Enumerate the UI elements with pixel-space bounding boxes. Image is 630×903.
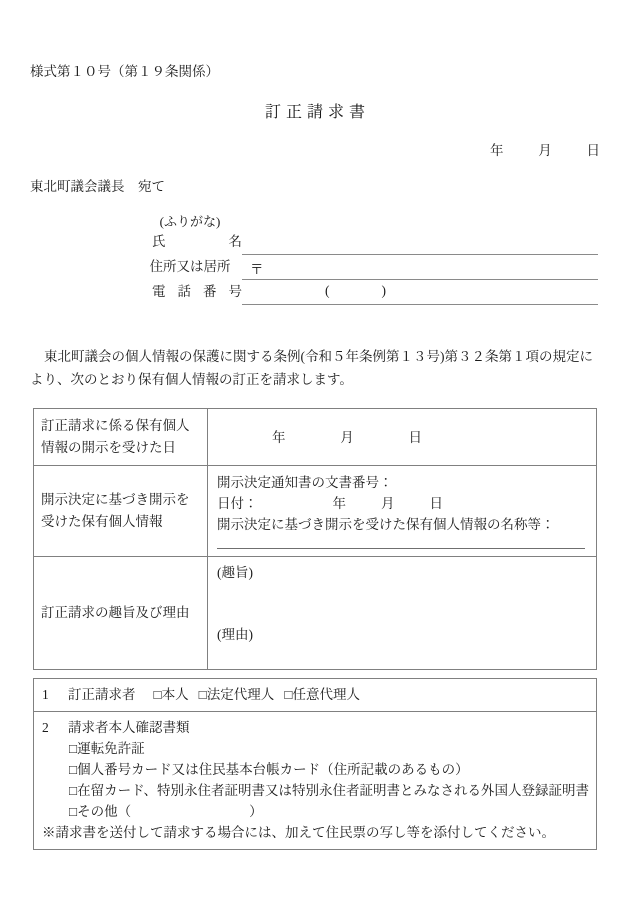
- disclosed-info-name-line: 開示決定に基づき開示を受けた保有個人情報の名称等：: [217, 517, 555, 532]
- row1-year-label: 年: [272, 430, 286, 445]
- checkbox-residence-card[interactable]: □在留カード、特別永住者証明書又は特別永住者証明書とみなされる外国人登録証明書: [69, 783, 589, 798]
- name-row[interactable]: [140, 230, 598, 255]
- furigana-row: [140, 211, 598, 230]
- item2-heading: [42, 717, 588, 738]
- item1-number: 1: [42, 687, 49, 702]
- disclosed-info-value[interactable]: [208, 466, 597, 557]
- list-item[interactable]: [42, 801, 588, 822]
- date-day-label: 日: [586, 143, 600, 158]
- attachment-note: ※請求書を送付して請求する場合には、加えて住民票の写し等を添付してください。: [42, 825, 555, 840]
- item2-number: 2: [42, 720, 49, 735]
- row2-month-label: 月: [381, 496, 395, 511]
- request-reason-value[interactable]: [208, 557, 597, 670]
- telephone-label: 電話番号: [152, 284, 254, 299]
- form-number: 様式第１０号（第１９条関係）: [30, 64, 219, 79]
- telephone-row[interactable]: [140, 280, 598, 305]
- shushi-label: (趣旨): [217, 565, 253, 580]
- telephone-open-paren: (: [325, 283, 330, 298]
- table-row: [34, 409, 597, 466]
- list-item[interactable]: [42, 738, 588, 759]
- address-label: 住所又は居所: [149, 259, 231, 274]
- table-row: [34, 466, 597, 557]
- date-blank-group: [217, 415, 422, 446]
- checkbox-other[interactable]: □その他（: [69, 804, 132, 819]
- submission-date-line: [490, 139, 600, 159]
- identity-document-list: [42, 738, 588, 822]
- document-number-line: 開示決定通知書の文書番号：: [217, 475, 393, 490]
- row1-month-label: 月: [340, 430, 354, 445]
- checkbox-other-close-paren: ）: [249, 804, 263, 819]
- request-details-table: [33, 408, 597, 670]
- item1-label: 訂正請求者: [68, 687, 136, 702]
- applicant-fields: [140, 211, 598, 305]
- addressee: 東北町議会議長 宛て: [30, 179, 165, 194]
- row2-day-label: 日: [429, 496, 443, 511]
- identity-verification-table: [33, 678, 597, 850]
- telephone-close-paren: ): [381, 283, 386, 298]
- body-paragraph: 東北町議会の個人情報の保護に関する条例(令和５年条例第１３号)第３２条第１項の規定により、次のとおり保有個人情報の訂正を請求します。: [30, 349, 593, 387]
- request-reason-label: 訂正請求の趣旨及び理由: [34, 557, 208, 670]
- identity-documents-cell: [34, 712, 597, 850]
- table-row: [34, 679, 597, 712]
- riyu-label: (理由): [217, 627, 253, 642]
- disclosed-info-name-rule[interactable]: [217, 548, 585, 549]
- requester-type-cell: [34, 679, 597, 712]
- telephone-paren-group: [325, 283, 386, 299]
- disclosed-info-label: 開示決定に基づき開示を受けた保有個人情報: [34, 466, 208, 557]
- checkbox-my-number-card[interactable]: □個人番号カード又は住民基本台帳カード（住所記載のあるもの）: [69, 762, 469, 777]
- disclosure-received-date-value[interactable]: [208, 409, 597, 466]
- checkbox-houtei-dairinin[interactable]: □法定代理人: [198, 687, 275, 702]
- document-date-line: [217, 493, 587, 514]
- row2-year-label: 年: [332, 496, 346, 511]
- list-item[interactable]: [42, 780, 588, 801]
- checkbox-drivers-license[interactable]: □運転免許証: [69, 741, 145, 756]
- address-row[interactable]: [140, 255, 598, 280]
- checkbox-nini-dairinin[interactable]: □任意代理人: [284, 687, 360, 702]
- list-item[interactable]: [42, 759, 588, 780]
- page-title: 訂正請求書: [264, 104, 370, 121]
- date-month-label: 月: [538, 143, 552, 158]
- item2-label: 請求者本人確認書類: [68, 720, 190, 735]
- table-row: [34, 712, 597, 850]
- document-date-label: 日付：: [217, 496, 258, 511]
- postal-mark-icon: 〒: [250, 262, 264, 277]
- table-row: [34, 557, 597, 670]
- date-year-label: 年: [490, 143, 504, 158]
- name-label: 氏 名: [152, 234, 254, 249]
- checkbox-honnin[interactable]: □本人: [153, 687, 189, 702]
- telephone-input-rule[interactable]: [242, 304, 598, 305]
- row1-day-label: 日: [408, 430, 422, 445]
- disclosure-received-date-label: 訂正請求に係る保有個人情報の開示を受けた日: [34, 409, 208, 466]
- furigana-label: (ふりがな): [159, 214, 221, 229]
